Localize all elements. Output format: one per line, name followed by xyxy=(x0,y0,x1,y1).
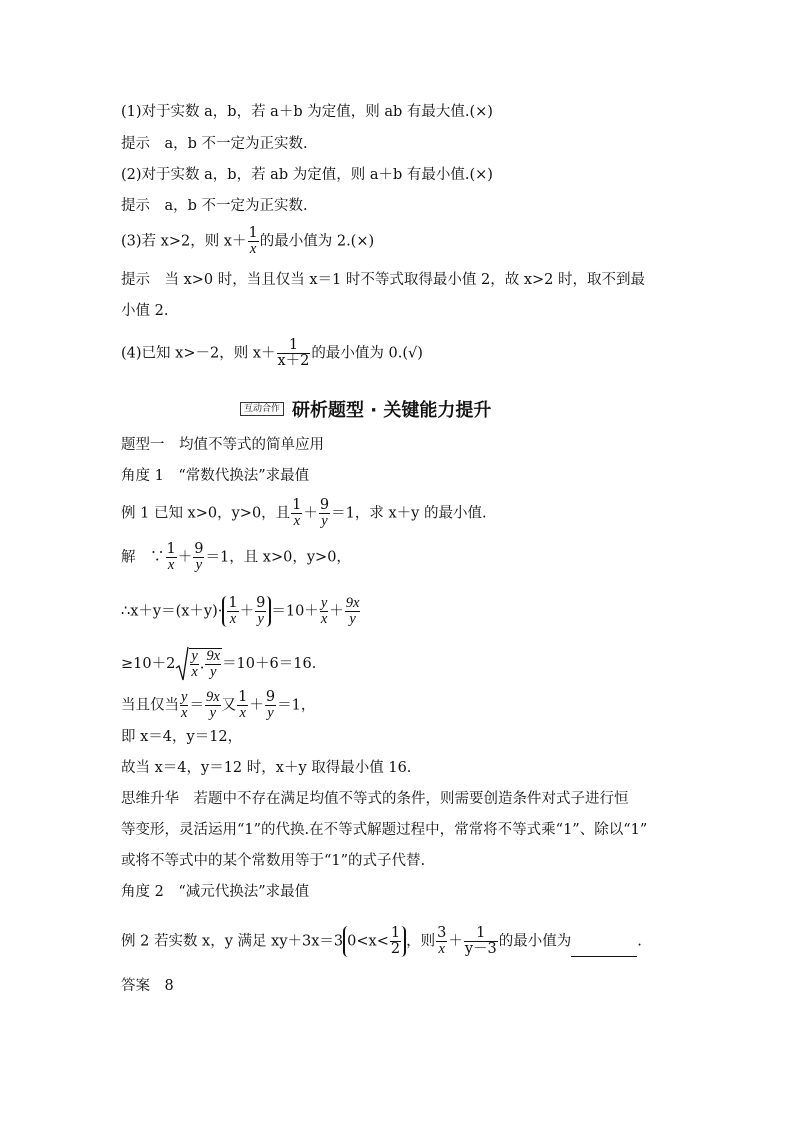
numerator: 9 xyxy=(256,595,266,611)
plus-sign: ＋ xyxy=(303,505,318,522)
hint-2: 提示 a，b 不一定为正实数. xyxy=(121,198,308,214)
numerator: 1 xyxy=(464,926,498,942)
dot: . xyxy=(199,656,205,673)
denominator: y xyxy=(210,664,217,680)
plus-sign: ＋ xyxy=(448,933,463,950)
solution-post: ＝1， xyxy=(277,697,316,714)
numerator: 9 xyxy=(265,689,276,705)
solution-post: ＝1，且 x>0，y>0， xyxy=(205,549,351,566)
solution-line-6: 故当 x＝4，y＝12 时，x＋y 取得最小值 16. xyxy=(121,760,412,776)
denominator: x xyxy=(181,705,188,721)
section-badge: 互动合作 xyxy=(240,402,284,416)
denominator: y xyxy=(257,611,264,627)
frac-1-2 xyxy=(390,926,401,957)
solution-pre: 当且仅当 xyxy=(121,697,179,714)
frac-1x xyxy=(227,596,238,627)
numerator: 1 xyxy=(228,595,238,611)
numerator: 9x xyxy=(205,689,220,705)
frac-yx xyxy=(180,690,188,721)
example-1-post: ＝1，求 x＋y 的最小值. xyxy=(331,505,487,522)
item-4-pre: (4)已知 x>－2，则 x＋ xyxy=(121,345,276,362)
numerator: 9x xyxy=(206,648,221,664)
item-3-post: 的最小值为 2.(×) xyxy=(259,233,375,250)
frac-1x xyxy=(237,690,248,721)
think-line-3: 或将不等式中的某个常数用等于“1”的式子代替. xyxy=(121,853,426,869)
denominator: y xyxy=(209,705,216,721)
solution-line-2 xyxy=(121,596,361,627)
example-1 xyxy=(121,498,487,529)
numerator: 1 xyxy=(248,225,258,241)
solution-post: ＝10＋6＝16. xyxy=(222,656,317,672)
frac-9y xyxy=(255,596,266,627)
plus-sign: ＋ xyxy=(177,549,193,566)
sqrt-sign xyxy=(175,646,189,682)
denominator: x xyxy=(320,611,328,627)
solution-pre: ∴x＋y＝(x＋y)· xyxy=(121,603,223,620)
numerator: 1 xyxy=(292,497,302,513)
solution-line-3 xyxy=(121,646,316,682)
angle-2: 角度 2 “减元代换法”求最值 xyxy=(121,884,310,900)
frac-9y xyxy=(193,542,204,573)
item-3 xyxy=(121,226,374,257)
fraction-1-over-x xyxy=(248,226,259,257)
plus-sign: ＋ xyxy=(249,697,264,714)
frac-1x xyxy=(291,498,302,529)
denominator: y－3 xyxy=(464,941,497,957)
condition-text: 0<x< xyxy=(347,933,389,950)
numerator: y xyxy=(320,595,328,611)
example-1-pre: 例 1 已知 x>0，y>0，且 xyxy=(121,505,291,522)
denominator: x xyxy=(229,611,237,627)
denominator: x＋2 xyxy=(277,353,310,369)
numerator: 9 xyxy=(194,541,204,557)
think-line-1: 思维升华 若题中不存在满足均值不等式的条件，则需要创造条件对式子进行恒 xyxy=(121,791,629,807)
solution-line-1 xyxy=(121,542,351,573)
item-2: (2)对于实数 a，b，若 ab 为定值，则 a＋b 有最小值.(×) xyxy=(121,167,493,183)
frac-1x xyxy=(166,542,177,573)
denominator: x xyxy=(293,513,300,529)
bracket-group xyxy=(222,596,271,627)
numerator: 1 xyxy=(390,925,401,941)
section-header xyxy=(240,396,491,422)
radicand xyxy=(189,648,222,680)
denominator: 2 xyxy=(390,941,401,957)
numerator: 1 xyxy=(238,689,248,705)
solution-line-5: 即 x＝4，y＝12， xyxy=(121,729,243,745)
answer: 答案 8 xyxy=(121,978,174,994)
think-line-2: 等变形，灵活运用“1”的代换.在不等式解题过程中，常常将不等式乘“1”、除以“1” xyxy=(121,822,648,838)
example-2-pre: 例 2 若实数 x，y 满足 xy＋3x＝3 xyxy=(121,933,344,950)
hint-1: 提示 a，b 不一定为正实数. xyxy=(121,136,308,152)
hint-3-line2: 小值 2. xyxy=(121,303,169,319)
fraction-1-over-xp2 xyxy=(277,338,311,369)
item-3-pre: (3)若 x>2，则 x＋ xyxy=(121,233,247,250)
topic-1: 题型一 均值不等式的简单应用 xyxy=(121,437,324,453)
denominator: y xyxy=(195,557,203,573)
item-1: (1)对于实数 a，b，若 a＋b 为定值，则 ab 有最大值.(×) xyxy=(121,104,493,120)
hint-3-line1: 提示 当 x>0 时，当且仅当 x＝1 时不等式取得最小值 2，故 x>2 时，取不到最 xyxy=(121,272,645,288)
answer-blank xyxy=(571,942,637,957)
solution-mid: ＝10＋ xyxy=(271,603,319,620)
frac-9xy xyxy=(205,690,221,721)
denominator: x xyxy=(239,705,246,721)
solution-pre: ≥10＋2 xyxy=(121,656,176,672)
frac-yx xyxy=(320,596,328,627)
solution-line-4: 当且仅当 $\frac{y}{x}$ ＝ $\frac{9x}{y}$ 又 $\frac{1}{x}$ ＋ $\frac{9}{y}$ ＝1， xyxy=(121,689,316,721)
example-2-mid: ，则 xyxy=(406,933,436,950)
numerator: y xyxy=(181,689,188,705)
numerator: 9 xyxy=(319,497,330,513)
radical-icon xyxy=(175,646,189,682)
denominator: x xyxy=(438,941,445,957)
frac-9y xyxy=(265,690,276,721)
example-2: 例 2 若实数 x，y 满足 xy＋3x＝3 0<x< $\frac{1}{2}$ ，则 $\frac{3}{x}$ ＋ $\frac{1}{y-3}$ 的最小值为 . xyxy=(121,925,642,957)
frac-9xy xyxy=(205,649,221,680)
denominator: x xyxy=(249,241,257,257)
numerator: 1 xyxy=(166,541,176,557)
solution-pre: 解 ∵ xyxy=(121,549,165,566)
solution-mid: 又 xyxy=(221,697,237,714)
denominator: x xyxy=(167,557,175,573)
condition-bracket xyxy=(343,926,406,957)
numerator: 3 xyxy=(437,925,447,941)
numerator: 1 xyxy=(277,338,311,354)
frac-1-ym3 xyxy=(464,926,498,957)
plus-sign: ＋ xyxy=(239,603,255,620)
angle-1: 角度 1 “常数代换法”求最值 xyxy=(121,468,310,484)
example-2-post: 的最小值为 xyxy=(498,933,572,950)
frac-yx xyxy=(190,649,198,680)
frac-9xy xyxy=(345,596,361,627)
denominator: y xyxy=(321,513,328,529)
denominator: y xyxy=(349,611,356,627)
frac-9y xyxy=(319,498,330,529)
denominator: x xyxy=(191,664,198,680)
numerator: y xyxy=(191,648,198,664)
numerator: 9x xyxy=(345,595,360,611)
frac-3x xyxy=(436,926,447,957)
item-4 xyxy=(121,338,423,369)
section-title: 研析题型 · 关键能力提升 xyxy=(292,400,492,421)
denominator: y xyxy=(267,705,274,721)
plus-sign: ＋ xyxy=(329,603,344,620)
item-4-post: 的最小值为 0.(√) xyxy=(311,345,423,362)
